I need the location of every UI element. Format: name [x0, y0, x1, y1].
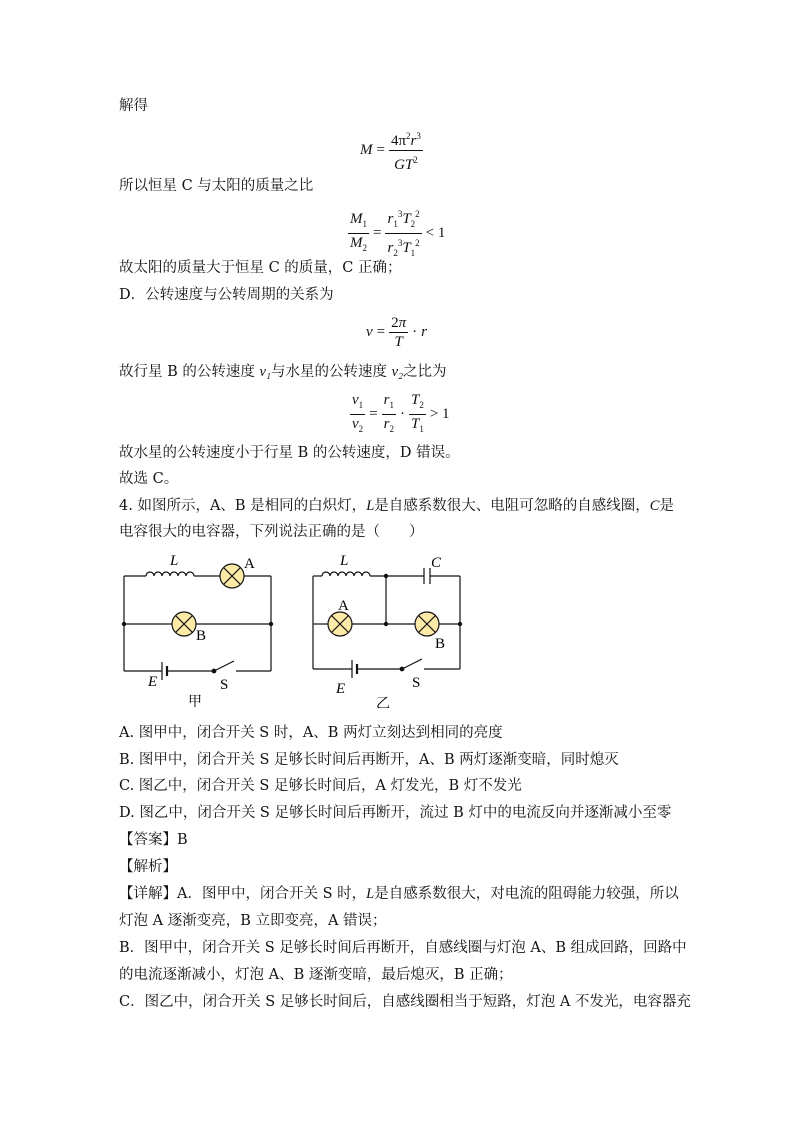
- label-lamp-A: A: [338, 598, 349, 614]
- answer-label: 【答案】B: [119, 832, 188, 848]
- circuit-diagram-jia: [110, 548, 290, 708]
- formula-mass-ratio: $\frac{M_1}{M_2}$ = $\frac{r_1^3T_2^2}{r_2^3T_1^2}$ < 1: [348, 206, 445, 261]
- circuit-caption-jia: 甲: [188, 695, 202, 708]
- label-battery-E: E: [148, 674, 158, 690]
- label-switch-S: S: [412, 675, 421, 691]
- circuit-caption-yi: 乙: [376, 697, 390, 708]
- detail-line-3: B．图甲中，闭合开关 S 足够长时间后再断开，自感线圈与灯泡 A、B 组成回路，回路中: [119, 940, 687, 956]
- formula-mass-denominator: $GT^2$: [394, 155, 418, 173]
- text-line-2: 所以恒星 C 与太阳的质量之比: [119, 178, 314, 194]
- detail-line-5: C．图乙中，闭合开关 S 足够长时间后，自感线圈相当于短路，灯泡 A 不发光，电容器充: [119, 994, 691, 1010]
- text-line-3: 故太阳的质量大于恒星 C 的质量，C 正确；: [119, 260, 402, 276]
- option-d: D. 图乙中，闭合开关 S 足够长时间后再断开，流过 B 灯中的电流反向并逐渐减小至零: [119, 805, 672, 821]
- option-a: A. 图甲中，闭合开关 S 时，A、B 两灯立刻达到相同的亮度: [119, 725, 503, 741]
- detail-line-1: 【详解】A．图甲中，闭合开关 S 时，L是自感系数很大，对电流的阻碍能力较强，所以: [119, 886, 679, 902]
- label-inductor-L: L: [170, 553, 179, 569]
- label-inductor-L: L: [340, 553, 349, 569]
- text-line-4: D．公转速度与公转周期的关系为: [119, 287, 334, 303]
- question-4-line-2: 电容很大的电容器，下列说法正确的是（ ）: [119, 524, 424, 540]
- text-line-1: 解得: [119, 98, 148, 114]
- formula-velocity: v = $\frac{2\pi}{T}$ · r: [366, 315, 427, 350]
- label-switch-S: S: [220, 677, 229, 693]
- circuit-diagram-yi: [300, 548, 480, 708]
- label-lamp-A: A: [244, 556, 255, 572]
- question-4-line-1: 4. 如图所示，A、B 是相同的白炽灯，L是自感系数很大、电阻可忽略的自感线圈，C是: [119, 498, 674, 514]
- detail-line-2: 灯泡 A 逐渐变亮，B 立即变亮，A 错误；: [119, 913, 387, 929]
- text-line-5: 故行星 B 的公转速度 v₁与水星的公转速度 v₂之比为: [119, 364, 447, 380]
- text-line-7: 故选 C。: [119, 471, 179, 487]
- analysis-label: 【解析】: [119, 859, 177, 875]
- text-line-6: 故水星的公转速度小于行星 B 的公转速度，D 错误。: [119, 445, 460, 461]
- detail-line-4: 的电流逐渐减小，灯泡 A、B 逐渐变暗，最后熄灭，B 正确；: [119, 967, 513, 983]
- formula-mass-numerator: $4\pi^2r^3$: [389, 128, 423, 151]
- option-c: C. 图乙中，闭合开关 S 足够长时间后，A 灯发光，B 灯不发光: [119, 778, 522, 794]
- option-b: B. 图甲中，闭合开关 S 足够长时间后再断开，A、B 两灯逐渐变暗，同时熄灭: [119, 752, 619, 768]
- label-battery-E: E: [336, 681, 346, 697]
- label-lamp-B: B: [196, 628, 207, 644]
- formula-mass: M = $\frac{4\pi^2r^3}{GT^2}$: [360, 128, 423, 173]
- formula-velocity-ratio: $\frac{v_1}{v_2}$ = $\frac{r_1}{r_2}$ · $\frac{T_2}{T_1}$ > 1: [352, 392, 450, 434]
- label-lamp-B: B: [435, 636, 446, 652]
- label-capacitor-C: C: [431, 555, 442, 571]
